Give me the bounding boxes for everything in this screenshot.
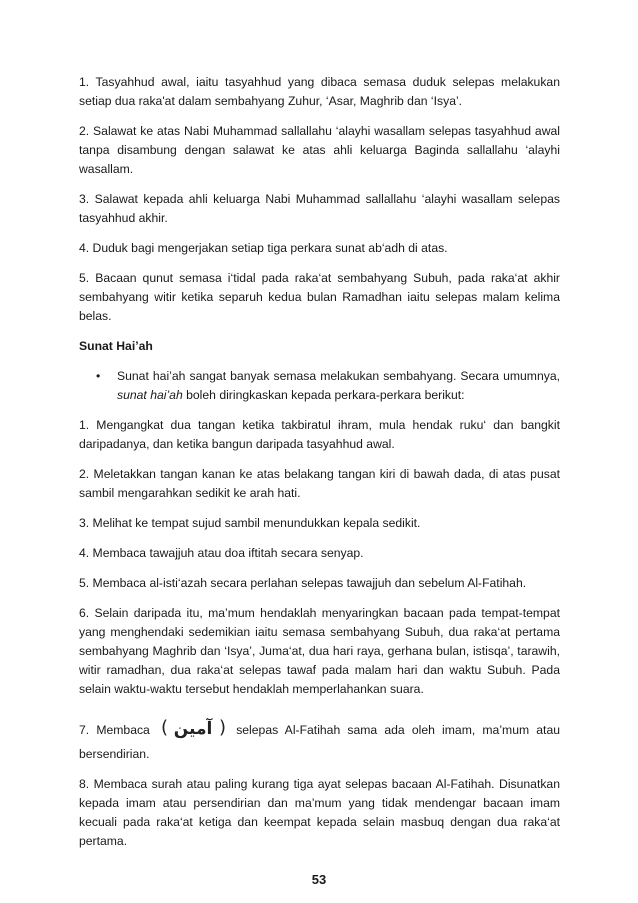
bullet-text-after: boleh diringkaskan kepada perkara-perkara berikut: <box>182 388 465 402</box>
item7-after: selepas Al-Fatihah sama ada oleh imam, ma’mum atau bersendirian. <box>79 723 561 761</box>
hai-ah-item-8: 8. Membaca surah atau paling kurang tiga ayat selepas bacaan Al-Fatihah. Disunatkan kepada imam atau persendirian dan ma’mum yang tidak mendengar bacaan imam kecuali pada raka‘at ketiga dan keempat kepada selain masbuq dengan dua raka‘at pertama. <box>79 777 560 848</box>
item7-before: 7. Membaca <box>79 723 150 738</box>
bullet-item <box>79 367 560 405</box>
svg-text:(: ( <box>161 717 169 738</box>
bullet-text-before: Sunat hai’ah sangat banyak semasa melakukan sembahyang. Secara umumnya, <box>117 369 560 383</box>
hai-ah-item-7 <box>79 717 560 764</box>
page-content <box>79 73 560 862</box>
hai-ah-item-1: 1. Mengangkat dua tangan ketika takbiratul ihram, mula hendak ruku‘ dan bangkit daripadanya, dan ketika bangun daripada tasyahhud awal. <box>79 418 560 451</box>
paragraph-item-3: 3. Salawat kepada ahli keluarga Nabi Muhammad sallallahu ‘alayhi wasallam selepas tasyahhud akhir. <box>79 192 560 225</box>
paragraph-item-2: 2. Salawat ke atas Nabi Muhammad sallallahu ‘alayhi wasallam selepas tasyahhud awal tanpa disambung dengan salawat ke atas ahli keluarga Baginda sallallahu ‘alayhi wasallam. <box>79 124 560 176</box>
paragraph-item-4: 4. Duduk bagi mengerjakan setiap tiga perkara sunat ab‘adh di atas. <box>79 241 448 255</box>
hai-ah-item-6: 6. Selain daripada itu, ma’mum hendaklah menyaringkan bacaan pada tempat-tempat yang menghendaki sedemikian iaitu semasa sembahyang Subuh, dua raka‘at pertama sembahyang Maghrib dan ‘Isya’, Juma‘at, dua hari raya, gerhana bulan, istisqa’, tarawih, witir ramadhan, dua raka‘at selepas tawaf pada malam hari dan waktu Subuh. Pada selain waktu-waktu tersebut hendaklah memperlahankan suara. <box>79 606 560 696</box>
bullet-text-italic: sunat hai’ah <box>117 388 183 402</box>
page-number: 53 <box>311 872 327 887</box>
svg-text:): ) <box>219 717 227 738</box>
hai-ah-item-3: 3. Melihat ke tempat sujud sambil menundukkan kepala sedikit. <box>79 516 421 530</box>
section-heading: Sunat Hai’ah <box>79 339 153 353</box>
bullet-icon: • <box>96 369 101 383</box>
hai-ah-item-2: 2. Meletakkan tangan kanan ke atas belakang tangan kiri di bawah dada, di atas pusat sambil mengarahkan sedikit ke arah hati. <box>79 467 560 500</box>
amin-arabic-image <box>159 717 227 745</box>
paragraph-item-5: 5. Bacaan qunut semasa i‘tidal pada raka‘at sembahyang Subuh, pada raka‘at akhir sembahyang witir ketika separuh kedua bulan Ramadhan iaitu selepas malam kelima belas. <box>79 271 560 323</box>
paragraph-item-1: 1. Tasyahhud awal, iaitu tasyahhud yang dibaca semasa duduk selepas melakukan setiap dua raka'at dalam sembahyang Zuhur, ‘Asar, Maghrib dan ‘Isya’. <box>79 75 560 108</box>
hai-ah-item-5: 5. Membaca al-isti‘azah secara perlahan selepas tawajjuh dan sebelum Al-Fatihah. <box>79 576 527 590</box>
hai-ah-item-4: 4. Membaca tawajjuh atau doa iftitah secara senyap. <box>79 546 364 560</box>
amin-arabic-text: آمين <box>173 719 213 739</box>
